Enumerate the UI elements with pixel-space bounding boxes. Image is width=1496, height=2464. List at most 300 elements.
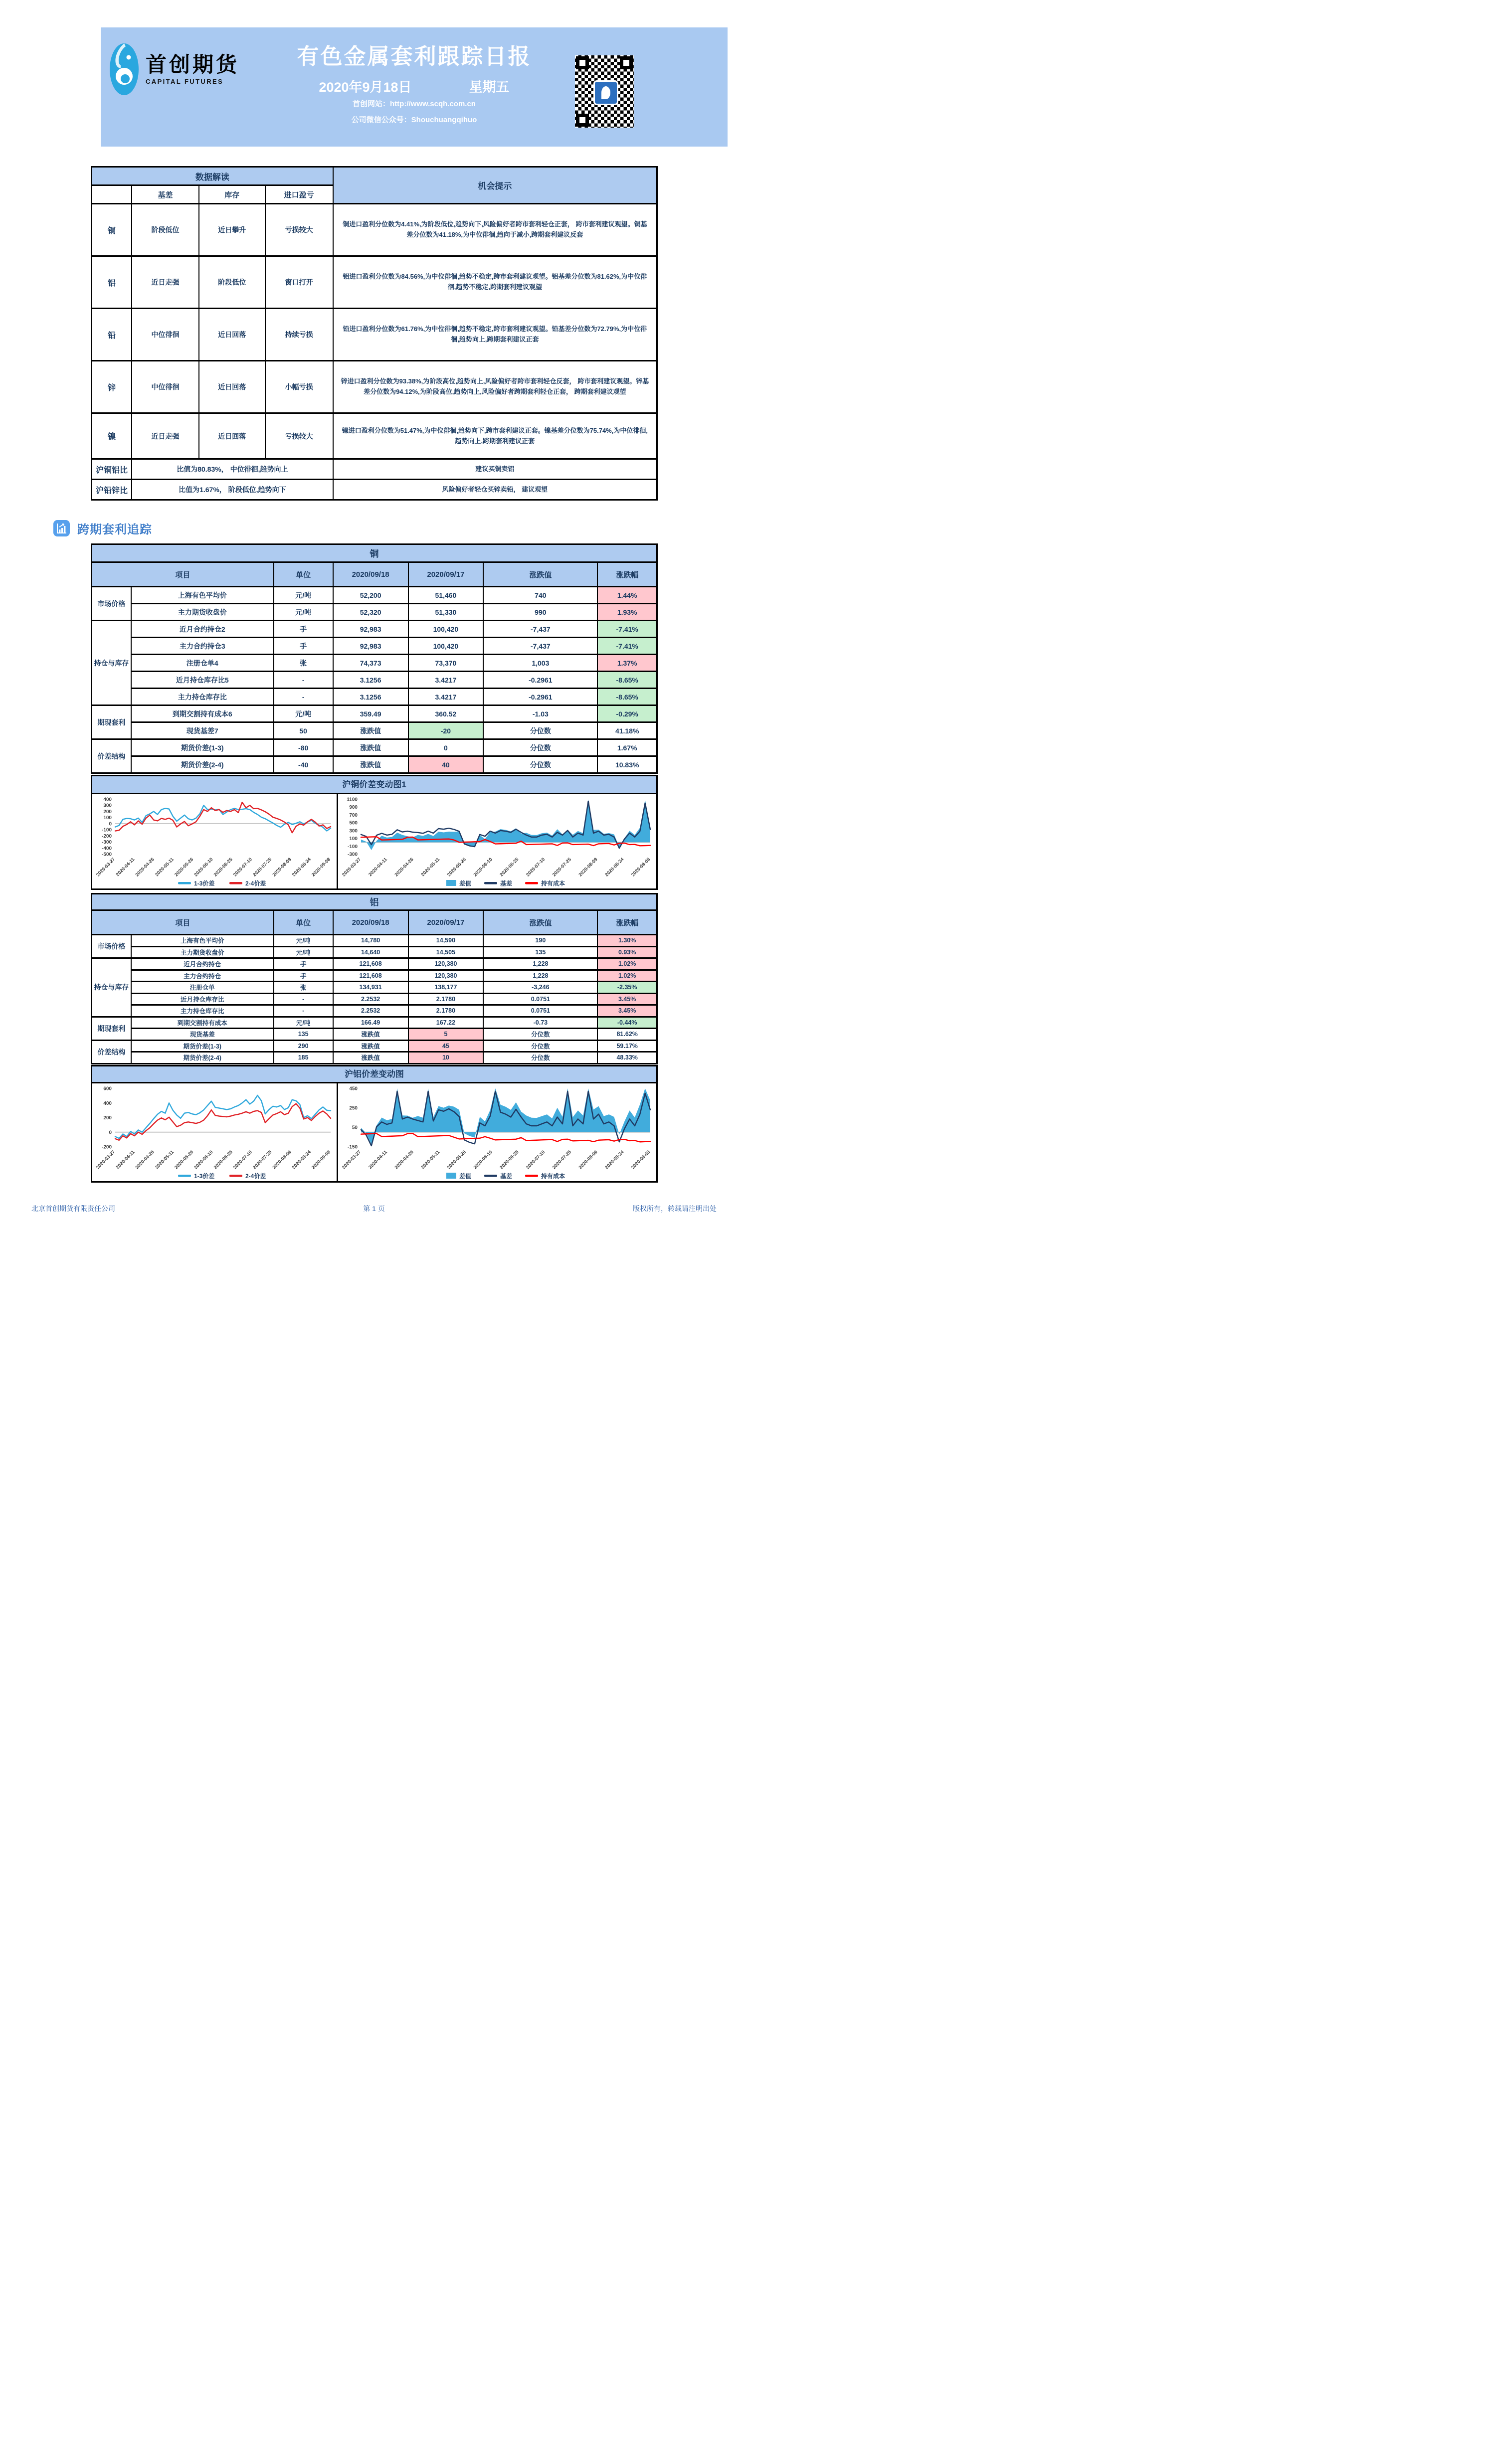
value-cell: 元/吨	[274, 705, 333, 722]
chart-canvas	[92, 1083, 337, 1183]
metal-name: 铝	[92, 256, 132, 309]
svg-text:2020-04-26: 2020-04-26	[134, 1149, 156, 1171]
value-cell: -0.73	[483, 1017, 597, 1029]
pct-change-cell: 41.18%	[597, 722, 657, 739]
value-cell: 1,003	[483, 655, 597, 672]
value-cell: -80	[274, 739, 333, 756]
opportunity-tip: 铜进口盈利分位数为4.41%,为阶段低位,趋势向下,风险偏好者跨市套利轻仓正套， 跨市套利建议观望。铜基差分位数为41.18%,为中位徘徊,趋向于减小,跨期套利建议反套	[333, 204, 657, 256]
pct-change-cell: 59.17%	[597, 1040, 657, 1052]
table-row	[92, 935, 657, 947]
date-value: 2020年9月18日	[319, 80, 412, 95]
value-cell: 元/吨	[274, 946, 333, 958]
aluminum-chart-block	[91, 1065, 658, 1183]
item-label: 主力合约持仓	[131, 970, 274, 982]
value-cell: 92,983	[333, 621, 408, 638]
value-cell: 990	[483, 604, 597, 621]
interp-subheader: 库存	[199, 185, 265, 204]
qr-finder-icon	[576, 56, 589, 69]
item-label: 主力持仓库存比	[131, 689, 274, 705]
svg-text:2020-08-09: 2020-08-09	[577, 857, 599, 878]
qr-code	[575, 55, 634, 128]
value-cell: 166.49	[333, 1017, 408, 1029]
svg-text:2020-07-10: 2020-07-10	[525, 857, 547, 878]
value-cell: 740	[483, 587, 597, 604]
svg-text:300: 300	[349, 828, 358, 834]
value-cell: 分位数	[483, 722, 597, 739]
weekday-value: 星期五	[469, 80, 510, 95]
svg-text:2020-06-10: 2020-06-10	[472, 1149, 494, 1171]
value-cell: 3.4217	[408, 689, 484, 705]
metal-name: 锌	[92, 361, 132, 413]
import-pl-status: 窗口打开	[265, 256, 333, 309]
svg-text:300: 300	[103, 803, 112, 809]
footer-copyright: 版权所有，转载请注明出处	[632, 1205, 717, 1213]
svg-text:2020-07-25: 2020-07-25	[252, 1149, 273, 1171]
svg-text:2020-08-09: 2020-08-09	[271, 857, 293, 878]
svg-text:2020-04-11: 2020-04-11	[115, 1149, 136, 1171]
svg-text:2020-04-11: 2020-04-11	[368, 857, 388, 878]
svg-text:基差: 基差	[500, 1173, 513, 1180]
table-row	[92, 722, 657, 739]
metal-name: 铜	[92, 204, 132, 256]
row-group-label: 价差结构	[92, 1040, 131, 1063]
value-cell: 185	[274, 1052, 333, 1064]
svg-text:-200: -200	[101, 833, 112, 839]
value-cell: 167.22	[408, 1017, 484, 1029]
table-row	[92, 309, 657, 361]
column-header: 项目	[92, 910, 274, 935]
inventory-status: 近日攀升	[199, 204, 265, 256]
table-header-row	[92, 910, 657, 935]
pct-change-cell: 1.44%	[597, 587, 657, 604]
value-cell: 134,931	[333, 982, 408, 994]
value-cell: 2.1780	[408, 993, 484, 1005]
column-header: 项目	[92, 562, 274, 587]
svg-text:2020-05-26: 2020-05-26	[446, 1149, 468, 1171]
svg-text:2020-08-24: 2020-08-24	[291, 857, 312, 878]
svg-text:100: 100	[349, 836, 358, 842]
value-cell: 52,200	[333, 587, 408, 604]
item-label: 期货价差(2-4)	[131, 756, 274, 773]
svg-text:200: 200	[103, 1115, 112, 1121]
svg-text:700: 700	[349, 812, 358, 818]
pct-change-cell: 81.62%	[597, 1029, 657, 1041]
value-cell: 0.0751	[483, 993, 597, 1005]
table-row	[92, 689, 657, 705]
item-label: 到期交割持有成本6	[131, 705, 274, 722]
table-row	[92, 604, 657, 621]
pct-change-cell: -8.65%	[597, 672, 657, 689]
row-group-label: 市场价格	[92, 587, 131, 621]
item-label: 期货价差(1-3)	[131, 1040, 274, 1052]
column-header: 2020/09/17	[408, 562, 484, 587]
pct-change-cell: 3.45%	[597, 1005, 657, 1017]
row-group-label: 持仓与库存	[92, 958, 131, 1017]
table-head	[92, 562, 657, 587]
opportunity-tip: 铅进口盈利分位数为61.76%,为中位徘徊,趋势不稳定,跨市套利建议观望。铅基差分位数为72.79%,为中位徘徊,趋势向上,跨期套利建议正套	[333, 309, 657, 361]
svg-text:2020-04-26: 2020-04-26	[134, 857, 156, 878]
item-label: 上海有色平均价	[131, 935, 274, 947]
opportunity-tip: 风险偏好者轻仓买锌卖铅， 建议观望	[333, 480, 657, 500]
table-row	[92, 413, 657, 459]
value-cell: 3.1256	[333, 672, 408, 689]
svg-text:2020-03-27: 2020-03-27	[95, 857, 117, 878]
svg-text:2020-06-10: 2020-06-10	[472, 857, 494, 878]
value-cell: 手	[274, 958, 333, 970]
svg-text:1-3价差: 1-3价差	[194, 880, 215, 887]
value-cell: 涨跌值	[333, 756, 408, 773]
value-cell: 290	[274, 1040, 333, 1052]
table-row	[92, 1040, 657, 1052]
value-cell: -3,246	[483, 982, 597, 994]
value-cell: 涨跌值	[333, 1029, 408, 1041]
item-label: 近月合约持仓2	[131, 621, 274, 638]
svg-text:-400: -400	[101, 846, 112, 852]
pct-change-cell: 1.02%	[597, 958, 657, 970]
item-label: 到期交割持有成本	[131, 1017, 274, 1029]
value-cell: 14,590	[408, 935, 484, 947]
table-row	[92, 1052, 657, 1064]
value-cell: 涨跌值	[333, 1052, 408, 1064]
table-header-row	[92, 562, 657, 587]
svg-text:2020-03-27: 2020-03-27	[341, 1149, 363, 1171]
aluminum-basis-cost-chart	[338, 1083, 656, 1183]
inventory-status: 近日回落	[199, 413, 265, 459]
value-cell: -7,437	[483, 621, 597, 638]
value-cell: 分位数	[483, 1040, 597, 1052]
pct-change-cell: 1.02%	[597, 970, 657, 982]
table-body	[92, 587, 657, 773]
item-label: 现货基差7	[131, 722, 274, 739]
table-title-aluminum: 铝	[91, 893, 658, 909]
svg-text:2020-05-26: 2020-05-26	[446, 857, 468, 878]
table-row	[92, 970, 657, 982]
svg-text:450: 450	[349, 1086, 358, 1092]
value-cell: 50	[274, 722, 333, 739]
table-row	[92, 993, 657, 1005]
bar-chart-icon	[53, 520, 70, 536]
ratio-description: 比值为1.67%， 阶段低位,趋势向下	[132, 480, 333, 500]
table-row	[92, 705, 657, 722]
table-row	[92, 1005, 657, 1017]
svg-text:900: 900	[349, 805, 358, 811]
value-cell: -0.2961	[483, 689, 597, 705]
opportunity-tip: 铝进口盈利分位数为84.56%,为中位徘徊,趋势不稳定,跨市套利建议观望。铝基差分位数为81.62%,为中位徘徊,趋势不稳定,跨期套利建议观望	[333, 256, 657, 309]
page-footer	[31, 1204, 717, 1214]
copper-chart-block	[91, 775, 658, 890]
value-cell: -1.03	[483, 705, 597, 722]
svg-text:2020-07-10: 2020-07-10	[232, 1149, 254, 1171]
table-row	[92, 672, 657, 689]
chart-title-aluminum: 沪铝价差变动图	[92, 1066, 656, 1083]
table-row	[92, 361, 657, 413]
pct-change-cell: 1.37%	[597, 655, 657, 672]
report-title: 有色金属套利跟踪日报	[297, 44, 532, 69]
pct-change-cell: 10.83%	[597, 756, 657, 773]
pct-change-cell: 0.93%	[597, 946, 657, 958]
value-cell: 张	[274, 982, 333, 994]
value-cell: 5	[408, 1029, 484, 1041]
pct-change-cell: -8.65%	[597, 689, 657, 705]
svg-text:500: 500	[349, 820, 358, 826]
item-label: 期货价差(1-3)	[131, 739, 274, 756]
svg-text:2020-07-25: 2020-07-25	[252, 857, 273, 878]
svg-text:2020-05-26: 2020-05-26	[174, 857, 195, 878]
value-cell: 元/吨	[274, 935, 333, 947]
footer-company: 北京首创期货有限责任公司	[31, 1205, 115, 1213]
svg-text:-100: -100	[347, 844, 358, 850]
table-row	[92, 204, 657, 256]
inventory-status: 阶段低位	[199, 256, 265, 309]
column-header: 涨跌幅	[597, 910, 657, 935]
wechat-line: 公司微信公众号：Shouchuangqihuo	[351, 116, 477, 124]
column-header: 2020/09/18	[333, 910, 408, 935]
value-cell: 3.1256	[333, 689, 408, 705]
qr-finder-icon	[576, 114, 589, 127]
metal-name: 铅	[92, 309, 132, 361]
pct-change-cell: 1.67%	[597, 739, 657, 756]
column-header: 单位	[274, 562, 333, 587]
inventory-status: 近日回落	[199, 361, 265, 413]
row-group-label: 市场价格	[92, 935, 131, 958]
svg-text:持有成本: 持有成本	[541, 880, 565, 887]
svg-text:2020-09-08: 2020-09-08	[310, 1149, 332, 1171]
value-cell: 分位数	[483, 1052, 597, 1064]
value-cell: 涨跌值	[333, 1040, 408, 1052]
section-heading	[53, 520, 152, 537]
svg-text:2020-06-10: 2020-06-10	[193, 857, 214, 878]
item-label: 期货价差(2-4)	[131, 1052, 274, 1064]
item-label: 主力期货收盘价	[131, 946, 274, 958]
column-header: 涨跌值	[483, 562, 597, 587]
website-line: 首创网站：http://www.scqh.com.cn	[353, 100, 476, 108]
svg-text:100: 100	[103, 815, 112, 821]
section-title: 跨期套利追踪	[77, 523, 152, 536]
svg-text:2020-04-26: 2020-04-26	[393, 1149, 415, 1171]
svg-text:2020-08-09: 2020-08-09	[577, 1149, 599, 1171]
value-cell: -	[274, 672, 333, 689]
value-cell: 分位数	[483, 739, 597, 756]
column-header: 2020/09/17	[408, 910, 484, 935]
table-head	[92, 910, 657, 935]
value-cell: 10	[408, 1052, 484, 1064]
report-page	[0, 0, 748, 1232]
svg-text:2020-08-24: 2020-08-24	[604, 1149, 625, 1171]
opportunity-tip: 锌进口盈利分位数为93.38%,为阶段高位,趋势向上,风险偏好者跨市套利轻仓反套， 跨市套利建议观望。锌基差分位数为94.12%,为阶段高位,趋势向上,风险偏好者跨期套利轻仓正套， 跨期套利建议观望	[333, 361, 657, 413]
value-cell: 359.49	[333, 705, 408, 722]
row-group-label: 期现套利	[92, 1017, 131, 1040]
value-cell: -0.2961	[483, 672, 597, 689]
value-cell: 100,420	[408, 638, 484, 655]
value-cell: 92,983	[333, 638, 408, 655]
value-cell: 元/吨	[274, 1017, 333, 1029]
value-cell: 14,780	[333, 935, 408, 947]
svg-text:50: 50	[352, 1125, 358, 1131]
svg-text:2020-07-25: 2020-07-25	[551, 857, 572, 878]
value-cell: 涨跌值	[333, 722, 408, 739]
svg-text:2020-03-27: 2020-03-27	[341, 857, 363, 878]
pct-change-cell: -0.29%	[597, 705, 657, 722]
svg-text:基差: 基差	[500, 880, 513, 887]
svg-text:0: 0	[109, 821, 112, 827]
copper-basis-cost-chart	[338, 794, 656, 890]
item-label: 主力持仓库存比	[131, 1005, 274, 1017]
ratio-description: 比值为80.83%， 中位徘徊,趋势向上	[132, 459, 333, 480]
basis-status: 中位徘徊	[132, 361, 199, 413]
value-cell: 73,370	[408, 655, 484, 672]
value-cell: 0	[408, 739, 484, 756]
svg-text:2020-05-26: 2020-05-26	[174, 1149, 195, 1171]
table-title-copper: 铜	[91, 543, 658, 561]
value-cell: -	[274, 1005, 333, 1017]
value-cell: 分位数	[483, 1029, 597, 1041]
svg-text:-300: -300	[347, 852, 358, 858]
row-group-label: 价差结构	[92, 739, 131, 773]
table-row	[92, 1017, 657, 1029]
table-row	[92, 621, 657, 638]
value-cell: 1,228	[483, 958, 597, 970]
svg-text:250: 250	[349, 1105, 358, 1111]
svg-text:2020-04-11: 2020-04-11	[368, 1149, 388, 1171]
svg-text:差值: 差值	[459, 880, 472, 887]
aluminum-contract-spread-chart	[92, 1083, 338, 1183]
value-cell: 元/吨	[274, 587, 333, 604]
copper-contract-spread-chart	[92, 794, 338, 890]
aluminum-table	[91, 909, 658, 1064]
table-row	[92, 756, 657, 773]
value-cell: 手	[274, 638, 333, 655]
basis-status: 近日走强	[132, 256, 199, 309]
svg-text:2020-06-25: 2020-06-25	[499, 857, 520, 878]
ratio-name: 沪铜铝比	[92, 459, 132, 480]
data-interpretation-table	[91, 166, 658, 501]
pct-change-cell: 1.30%	[597, 935, 657, 947]
chart-title-copper: 沪铜价差变动图1	[92, 776, 656, 794]
svg-text:2020-04-26: 2020-04-26	[393, 857, 415, 878]
svg-text:2-4价差: 2-4价差	[245, 1173, 266, 1180]
value-cell: -	[274, 993, 333, 1005]
basis-status: 近日走强	[132, 413, 199, 459]
pct-change-cell: -0.44%	[597, 1017, 657, 1029]
qr-logo	[593, 80, 618, 105]
opportunity-tip: 建议买铜卖铝	[333, 459, 657, 480]
report-banner	[101, 27, 728, 147]
inventory-status: 近日回落	[199, 309, 265, 361]
basis-status: 阶段低位	[132, 204, 199, 256]
chart-canvas	[338, 794, 656, 890]
qr-finder-icon	[620, 56, 633, 69]
pct-change-cell: -7.41%	[597, 621, 657, 638]
value-cell: 51,330	[408, 604, 484, 621]
interp-subheader: 进口盈亏	[265, 185, 333, 204]
svg-text:2020-09-08: 2020-09-08	[630, 1149, 652, 1171]
item-label: 上海有色平均价	[131, 587, 274, 604]
table-row	[92, 946, 657, 958]
svg-text:600: 600	[103, 1086, 112, 1092]
svg-text:2020-08-24: 2020-08-24	[604, 857, 625, 878]
value-cell: 120,380	[408, 958, 484, 970]
item-label: 近月持仓库存比5	[131, 672, 274, 689]
svg-text:-500: -500	[101, 852, 112, 858]
company-name-cn: 首创期货	[146, 53, 240, 77]
footer-page-number: 第 1 页	[363, 1205, 385, 1213]
svg-text:2020-08-24: 2020-08-24	[291, 1149, 312, 1171]
value-cell: 45	[408, 1040, 484, 1052]
svg-text:400: 400	[103, 797, 112, 803]
value-cell: 2.2532	[333, 993, 408, 1005]
table-row	[92, 655, 657, 672]
value-cell: 138,177	[408, 982, 484, 994]
table-body	[92, 935, 657, 1064]
value-cell: 121,608	[333, 970, 408, 982]
svg-text:2020-09-08: 2020-09-08	[310, 857, 332, 878]
table-header-row	[92, 167, 657, 185]
basis-status: 中位徘徊	[132, 309, 199, 361]
pct-change-cell: -7.41%	[597, 638, 657, 655]
svg-text:-200: -200	[101, 1144, 112, 1150]
svg-text:2020-06-25: 2020-06-25	[212, 1149, 234, 1171]
item-label: 近月合约持仓	[131, 958, 274, 970]
value-cell: -20	[408, 722, 484, 739]
value-cell: 14,640	[333, 946, 408, 958]
table-row	[92, 587, 657, 604]
svg-text:-150: -150	[347, 1144, 358, 1150]
table-row	[92, 982, 657, 994]
value-cell: -40	[274, 756, 333, 773]
value-cell: 190	[483, 935, 597, 947]
opportunity-tip: 镍进口盈利分位数为51.47%,为中位徘徊,趋势向下,跨市套利建议正套。镍基差分位数为75.74%,为中位徘徊,趋势向上,跨期套利建议正套	[333, 413, 657, 459]
svg-text:2020-05-11: 2020-05-11	[420, 1149, 441, 1171]
interp-header-opportunity: 机会提示	[333, 167, 657, 204]
value-cell: 分位数	[483, 756, 597, 773]
svg-text:2020-03-27: 2020-03-27	[95, 1149, 117, 1171]
qr-logo-swirl-icon	[601, 86, 610, 99]
svg-text:2020-08-09: 2020-08-09	[271, 1149, 293, 1171]
svg-text:2020-06-25: 2020-06-25	[499, 1149, 520, 1171]
value-cell: 2.2532	[333, 1005, 408, 1017]
chart-canvas	[92, 794, 337, 890]
svg-text:持有成本: 持有成本	[541, 1173, 565, 1180]
copper-table	[91, 561, 658, 774]
svg-text:2020-07-25: 2020-07-25	[551, 1149, 572, 1171]
table-row	[92, 638, 657, 655]
item-label: 现货基差	[131, 1029, 274, 1041]
value-cell: 52,320	[333, 604, 408, 621]
interp-subheader: 基差	[132, 185, 199, 204]
company-name-en: CAPITAL FUTURES	[146, 77, 224, 85]
item-label: 注册仓单	[131, 982, 274, 994]
svg-text:1-3价差: 1-3价差	[194, 1173, 215, 1180]
value-cell: 120,380	[408, 970, 484, 982]
svg-text:-100: -100	[101, 827, 112, 833]
svg-text:0: 0	[109, 1130, 112, 1136]
aluminum-table-block	[91, 893, 658, 1064]
item-label: 近月持仓库存比	[131, 993, 274, 1005]
column-header: 单位	[274, 910, 333, 935]
column-header: 2020/09/18	[333, 562, 408, 587]
value-cell: 135	[274, 1029, 333, 1041]
svg-text:2020-05-11: 2020-05-11	[154, 857, 175, 878]
svg-text:2020-05-11: 2020-05-11	[154, 1149, 175, 1171]
item-label: 主力合约持仓3	[131, 638, 274, 655]
item-label: 主力期货收盘价	[131, 604, 274, 621]
value-cell: 手	[274, 970, 333, 982]
pct-change-cell: 1.93%	[597, 604, 657, 621]
item-label: 注册仓单4	[131, 655, 274, 672]
svg-text:2020-06-10: 2020-06-10	[193, 1149, 214, 1171]
table-row	[92, 459, 657, 480]
value-cell: 360.52	[408, 705, 484, 722]
